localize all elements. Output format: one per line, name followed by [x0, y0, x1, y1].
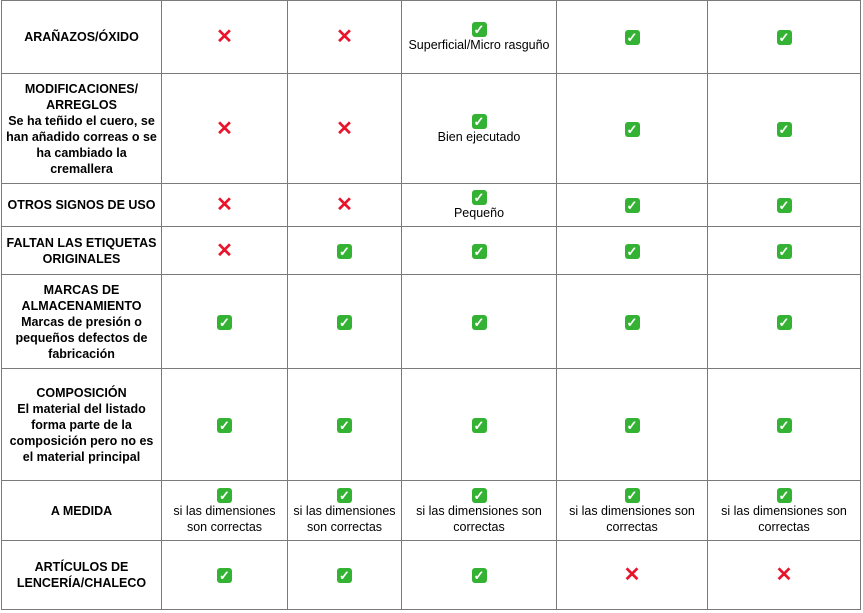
cell-note: si las dimensiones son correctas — [293, 503, 396, 534]
status-cell — [708, 481, 861, 541]
row-header — [2, 74, 162, 184]
table-row — [2, 481, 861, 541]
status-cell — [162, 74, 288, 184]
check-mark-icon: ✓ — [625, 315, 640, 330]
check-mark-icon: ✓ — [625, 488, 640, 503]
check-mark-icon: ✓ — [472, 488, 487, 503]
table-row — [2, 541, 861, 610]
check-mark-icon: ✓ — [472, 114, 487, 129]
check-mark-icon: ✓ — [777, 488, 792, 503]
status-cell — [708, 369, 861, 481]
check-mark-icon: ✓ — [472, 568, 487, 583]
table-row — [2, 74, 861, 184]
check-mark-icon: ✓ — [217, 315, 232, 330]
row-title: MARCAS DE ALMACENAMIENTO — [21, 282, 142, 313]
row-title: FALTAN LAS ETIQUETAS ORIGINALES — [6, 235, 157, 266]
row-header — [2, 369, 162, 481]
check-mark-icon: ✓ — [217, 418, 232, 433]
table-row — [2, 275, 861, 369]
check-mark-icon: ✓ — [625, 198, 640, 213]
status-cell — [708, 1, 861, 74]
status-cell — [402, 184, 557, 227]
check-mark-icon: ✓ — [625, 122, 640, 137]
check-mark-icon: ✓ — [337, 315, 352, 330]
cross-mark-icon: ✕ — [775, 564, 793, 586]
cell-note: Bien ejecutado — [437, 129, 521, 144]
table-row — [2, 227, 861, 275]
check-mark-icon: ✓ — [625, 244, 640, 259]
check-mark-icon: ✓ — [217, 488, 232, 503]
check-mark-icon: ✓ — [777, 198, 792, 213]
row-header — [2, 481, 162, 541]
status-cell — [288, 184, 402, 227]
check-mark-icon: ✓ — [777, 30, 792, 45]
status-cell — [557, 369, 708, 481]
check-mark-icon: ✓ — [337, 418, 352, 433]
status-cell — [288, 369, 402, 481]
cross-mark-icon: ✕ — [216, 117, 233, 140]
status-cell — [162, 1, 288, 74]
check-mark-icon: ✓ — [217, 568, 232, 583]
status-cell — [708, 541, 861, 610]
status-cell — [402, 74, 557, 184]
check-mark-icon: ✓ — [472, 315, 487, 330]
row-header — [2, 227, 162, 275]
check-mark-icon: ✓ — [777, 244, 792, 259]
status-cell — [402, 369, 557, 481]
cross-mark-icon: ✕ — [336, 194, 353, 216]
row-title: ARAÑAZOS/ÓXIDO — [24, 30, 139, 44]
cell-note: si las dimensiones son correctas — [569, 503, 695, 534]
status-cell — [402, 541, 557, 610]
check-mark-icon: ✓ — [337, 244, 352, 259]
status-cell — [288, 275, 402, 369]
check-mark-icon: ✓ — [472, 22, 487, 37]
status-cell — [557, 184, 708, 227]
table-row — [2, 184, 861, 227]
status-cell — [557, 275, 708, 369]
row-title: ARTÍCULOS DE LENCERÍA/CHALECO — [16, 560, 147, 590]
check-mark-icon: ✓ — [472, 190, 487, 205]
status-cell — [557, 541, 708, 610]
row-title: OTROS SIGNOS DE USO — [7, 198, 156, 212]
row-header — [2, 541, 162, 610]
status-cell — [557, 227, 708, 275]
row-header — [2, 184, 162, 227]
status-cell — [162, 369, 288, 481]
status-cell — [288, 481, 402, 541]
row-title: A MEDIDA — [50, 503, 113, 518]
check-mark-icon: ✓ — [777, 418, 792, 433]
status-cell — [557, 74, 708, 184]
status-cell — [402, 481, 557, 541]
cell-note: si las dimensiones son correctas — [721, 503, 847, 534]
status-cell — [288, 227, 402, 275]
cell-note: si las dimensiones son correctas — [173, 503, 276, 534]
status-cell — [557, 1, 708, 74]
status-cell — [708, 74, 861, 184]
status-cell — [402, 275, 557, 369]
status-cell — [708, 275, 861, 369]
status-cell — [162, 184, 288, 227]
status-cell — [162, 481, 288, 541]
table-row — [2, 1, 861, 74]
check-mark-icon: ✓ — [337, 488, 352, 503]
cross-mark-icon: ✕ — [216, 194, 233, 216]
row-header — [2, 275, 162, 369]
status-cell — [557, 481, 708, 541]
status-cell — [162, 275, 288, 369]
status-cell — [708, 184, 861, 227]
cell-note: Superficial/Micro rasguño — [408, 38, 550, 53]
table-row — [2, 369, 861, 481]
check-mark-icon: ✓ — [472, 418, 487, 433]
check-mark-icon: ✓ — [625, 418, 640, 433]
status-cell — [402, 1, 557, 74]
cross-mark-icon: ✕ — [336, 117, 353, 140]
cell-note: Pequeño — [453, 206, 505, 221]
cross-mark-icon: ✕ — [216, 26, 233, 48]
row-subtitle: El material del listado forma parte de la composición pero no es el material principal — [9, 401, 154, 464]
row-title: COMPOSICIÓN — [36, 385, 127, 400]
check-mark-icon: ✓ — [472, 244, 487, 259]
status-cell — [288, 541, 402, 610]
status-cell — [288, 74, 402, 184]
status-cell — [162, 227, 288, 275]
status-cell — [288, 1, 402, 74]
row-header — [2, 1, 162, 74]
check-mark-icon: ✓ — [625, 30, 640, 45]
status-cell — [162, 541, 288, 610]
row-title: MODIFICACIONES/ ARREGLOS — [24, 81, 139, 112]
cross-mark-icon: ✕ — [623, 564, 641, 586]
cell-note: si las dimensiones son correctas — [416, 503, 542, 534]
row-subtitle: Marcas de presión o pequeños defectos de fabricación — [15, 314, 148, 361]
status-cell — [402, 227, 557, 275]
check-mark-icon: ✓ — [777, 122, 792, 137]
cross-mark-icon: ✕ — [336, 26, 353, 48]
check-mark-icon: ✓ — [337, 568, 352, 583]
check-mark-icon: ✓ — [777, 315, 792, 330]
cross-mark-icon: ✕ — [216, 239, 233, 262]
status-cell — [708, 227, 861, 275]
condition-table — [1, 0, 861, 610]
row-subtitle: Se ha teñido el cuero, se han añadido correas o se ha cambiado la cremallera — [6, 113, 157, 176]
